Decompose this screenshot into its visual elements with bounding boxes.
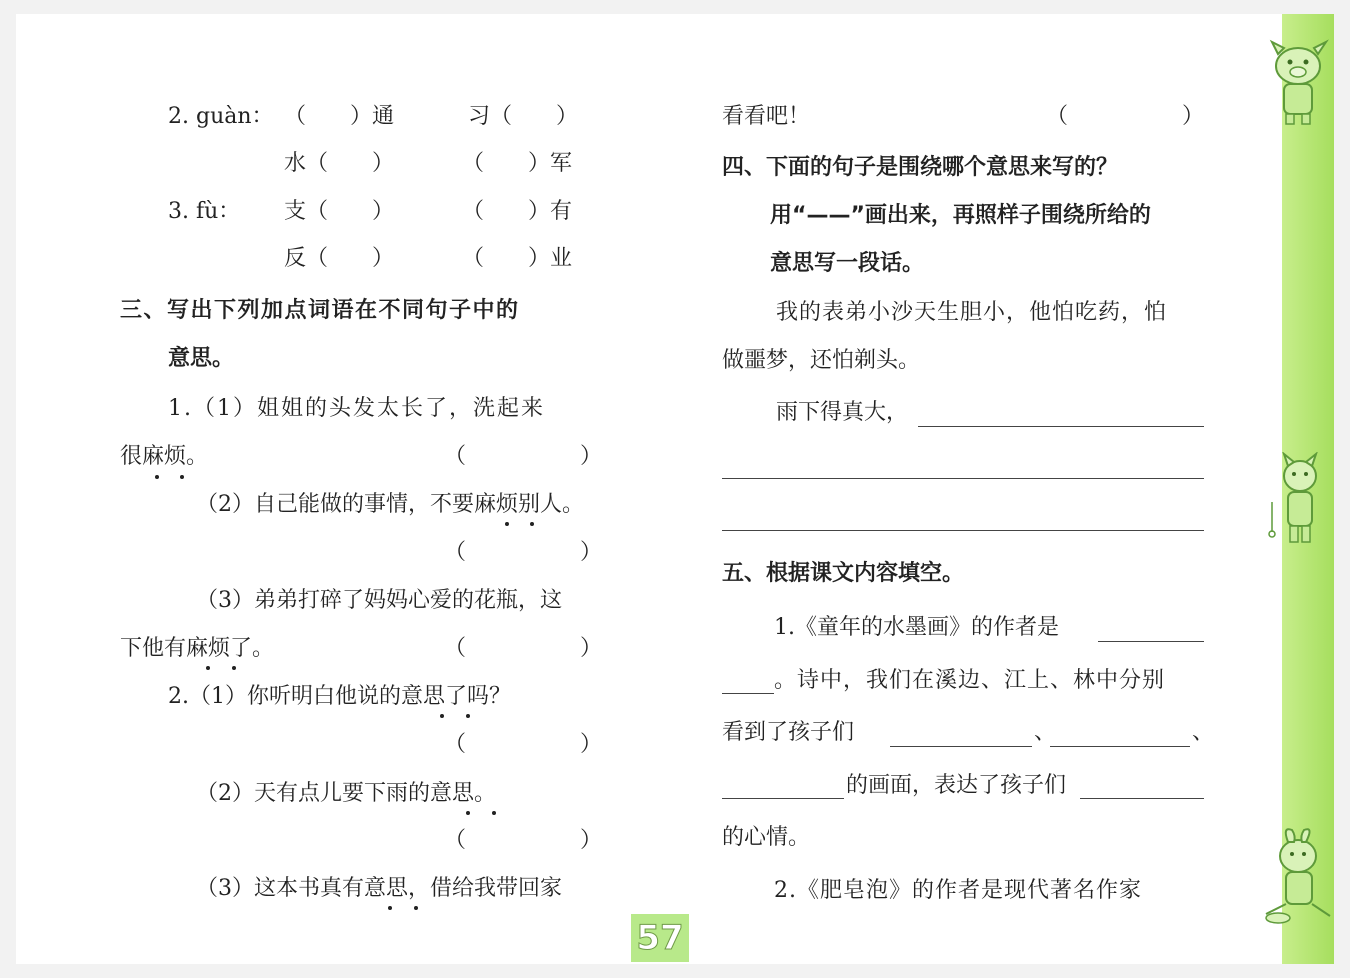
blank-line[interactable]	[722, 798, 844, 799]
emphasis-dot	[232, 666, 236, 670]
workbook-page	[16, 14, 1334, 964]
s1-2-line: （2）自己能做的事情，不要麻烦别人。	[196, 492, 584, 517]
emphasis-dot	[530, 522, 534, 526]
s2-2-line: （2）天有点儿要下雨的意思。	[196, 781, 496, 806]
s1-1-line1: 1.（1）姐姐的头发太长了，洗起来	[168, 396, 545, 421]
fill-1-line4: 的画面，表达了孩子们	[846, 773, 1067, 798]
emphasis-dot	[388, 906, 392, 910]
q2-item-4: （ ）军	[462, 151, 573, 176]
q3-item-3: 反（ ）	[284, 246, 395, 271]
blank-line[interactable]	[890, 746, 1032, 747]
answer-paren-open: （	[444, 636, 467, 661]
q2-item-1: （ ）通	[284, 104, 395, 129]
emphasis-dot	[466, 714, 470, 718]
fill-1-line2: 。诗中，我们在溪边、江上、林中分别	[774, 668, 1166, 693]
q2-label: 2. guàn：	[168, 104, 274, 129]
blank-line[interactable]	[722, 693, 774, 694]
section-4-title-cont: 用“——”画出来，再照样子围绕所给的	[770, 203, 1151, 228]
answer-paren-open: （	[444, 444, 467, 469]
fill-1-sep: 、	[1192, 720, 1215, 745]
answer-paren-open: （	[444, 732, 467, 757]
fill-1-line1: 1.《童年的水墨画》的作者是	[774, 615, 1059, 640]
emphasis-dot	[505, 522, 509, 526]
rabbit-mascot-icon	[1258, 826, 1334, 926]
writing-line[interactable]	[722, 530, 1204, 531]
blank-line[interactable]	[1050, 746, 1190, 747]
blank-line[interactable]	[1080, 798, 1204, 799]
answer-paren-close: ）	[1182, 104, 1205, 129]
answer-paren-close: ）	[580, 828, 603, 853]
emphasis-dot	[155, 475, 159, 479]
answer-paren-open: （	[444, 828, 467, 853]
answer-paren-open: （	[1046, 104, 1069, 129]
answer-paren-close: ）	[580, 540, 603, 565]
q3-item-2: （ ）有	[462, 199, 573, 224]
q2-item-3: 水（ ）	[284, 151, 395, 176]
blank-line[interactable]	[1098, 641, 1204, 642]
q3-label: 3. fù：	[168, 199, 241, 224]
q3-item-1: 支（ ）	[284, 199, 395, 224]
answer-paren-close: ）	[580, 444, 603, 469]
s2-1-line: 2.（1）你听明白他说的意思了吗？	[168, 684, 511, 709]
q2-item-2: 习（ ）	[468, 104, 579, 129]
s1-3-line1: （3）弟弟打碎了妈妈心爱的花瓶，这	[196, 588, 562, 613]
writing-line[interactable]	[722, 478, 1204, 479]
answer-paren-close: ）	[580, 732, 603, 757]
fill-1-line3: 看到了孩子们	[722, 720, 855, 745]
fill-1-sep: 、	[1034, 720, 1057, 745]
writing-prompt: 雨下得真大，	[776, 400, 909, 425]
section-3-title-cont: 意思。	[168, 346, 235, 371]
example-line2: 做噩梦，还怕剃头。	[722, 348, 921, 373]
writing-line[interactable]	[918, 426, 1204, 427]
s2-3-line: （3）这本书真有意思，借给我带回家	[196, 876, 562, 901]
page-number: 57	[631, 914, 689, 962]
emphasis-dot	[414, 906, 418, 910]
section-4-title-cont2: 意思写一段话。	[770, 251, 925, 276]
q3-item-4: （ ）业	[462, 246, 573, 271]
emphasis-dot	[440, 714, 444, 718]
emphasis-dot	[180, 475, 184, 479]
section-3-title: 三、写出下列加点词语在不同句子中的	[120, 298, 520, 323]
fill-2-line1: 2.《肥皂泡》的作者是现代著名作家	[774, 878, 1142, 903]
s1-1-line2: 很麻烦。	[120, 444, 209, 469]
emphasis-dot	[466, 811, 470, 815]
s1-3-line2: 下他有麻烦了。	[120, 636, 275, 661]
section-5-title: 五、根据课文内容填空。	[722, 561, 965, 586]
answer-paren-close: ）	[580, 636, 603, 661]
fill-1-line5: 的心情。	[722, 825, 811, 850]
emphasis-dot	[492, 811, 496, 815]
continued-line: 看看吧！	[722, 104, 811, 129]
emphasis-dot	[206, 666, 210, 670]
example-line1: 我的表弟小沙天生胆小，他怕吃药，怕	[776, 300, 1168, 325]
wolf-mascot-icon	[1262, 452, 1328, 552]
answer-paren-open: （	[444, 540, 467, 565]
pig-mascot-icon	[1256, 36, 1336, 128]
section-4-title: 四、下面的句子是围绕哪个意思来写的？	[722, 155, 1119, 180]
